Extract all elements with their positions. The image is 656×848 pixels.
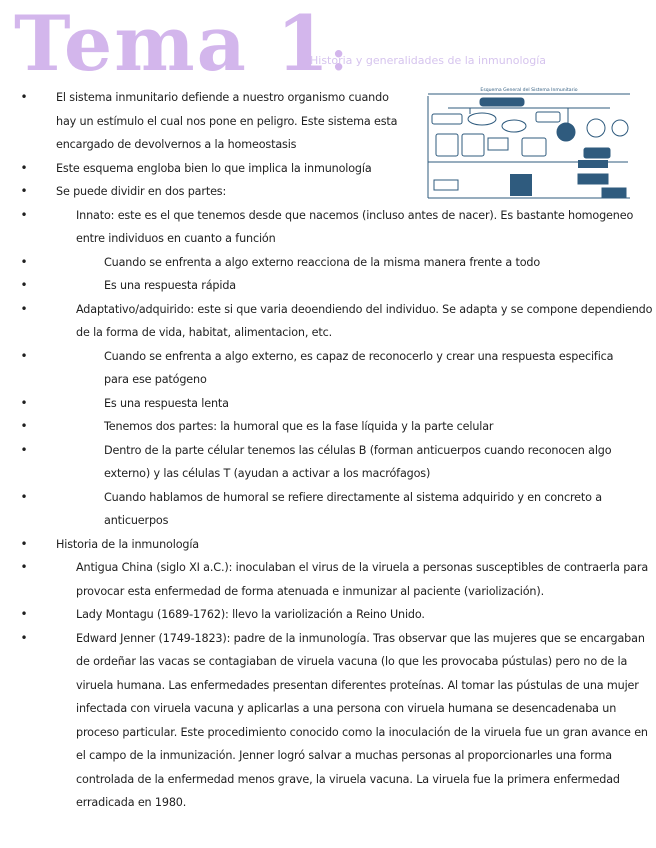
title-text: Tema 1 (14, 0, 332, 88)
bullet-icon: • (20, 442, 28, 457)
list-item (0, 486, 656, 533)
list-item-text: Es una respuesta lenta (104, 396, 229, 410)
bullet-icon: • (20, 278, 28, 292)
list-item-text: Historia de la inmunología (56, 537, 200, 551)
list-item (0, 204, 656, 251)
list-item (0, 392, 656, 416)
list-item (0, 86, 411, 157)
bullet-icon: • (20, 630, 28, 645)
diagram-title: Esquema General del Sistema Inmunitario (480, 88, 578, 93)
title-colon: : (331, 33, 348, 80)
bullet-icon: • (20, 536, 28, 551)
list-item-text: Cuando hablamos de humoral se refiere directamente al sistema adquirido y en concreto a anticuerpos (104, 490, 602, 527)
bullet-icon: • (20, 160, 28, 175)
list-item-text: El sistema inmunitario defiende a nuestro organismo cuando hay un estímulo el cual nos pone en peligro. Este sistema esta encargado de devolvernos a la homeostasis (56, 91, 398, 151)
page-title (14, 2, 348, 99)
bullet-icon: • (20, 489, 28, 504)
bullet-icon: • (20, 560, 28, 574)
bullet-icon: • (20, 395, 28, 410)
list-item (0, 603, 656, 627)
list-item-text: Innato: este es el que tenemos desde que nacemos (incluso antes de nacer). Es bastante homogeneo entre individuos en cuanto a función (76, 208, 634, 245)
bullet-icon: • (20, 419, 28, 433)
list-item (0, 556, 656, 603)
list-item (0, 533, 656, 557)
list-item (0, 157, 656, 181)
list-item-text: Es una respuesta rápida (104, 279, 236, 292)
list-item-text: Dentro de la parte célular tenemos las células B (forman anticuerpos cuando reconocen algo externo) y las células T (ayudan a activar a los macrófagos) (104, 443, 612, 480)
list-item-text: Cuando se enfrenta a algo externo reacciona de la misma manera frente a todo (104, 255, 541, 269)
list-item-text: Adaptativo/adquirido: este si que varia deoendiendo del individuo. Se adapta y se compone dependiendo de la forma de vida, habitat, alimentacion, etc. (76, 302, 653, 339)
list-item-text: Cuando se enfrenta a algo externo, es capaz de reconocerlo y crear una respuesta especifica para ese patógeno (104, 349, 614, 386)
bullet-icon: • (20, 90, 28, 104)
page-subtitle: Historia y generalidades de la inmunología (310, 54, 547, 67)
list-item (0, 274, 656, 298)
list-item-text: Antigua China (siglo XI a.C.): inoculaban el virus de la viruela a personas susceptibles de contraerla para provocar esta enfermedad de forma atenuada e inmunizar al paciente (variolización). (76, 561, 649, 598)
list-item (0, 415, 656, 439)
list-item-text: Edward Jenner (1749-1823): padre de la inmunología. Tras observar que las mujeres que se encargaban de ordeñar las vacas se contagiaban de viruela vacuna (lo que les provocaba pústulas) pero no de la viruela humana. Las enfermedades presentan diferentes proteínas. Al tomar las pústulas de una mujer infectada con viruela vacuna y aplicarlas a una persona con viruela humana se desencadenaba un proceso particular. Este procedimiento conocido como la inoculación de la viruela fue un gran avance en el campo de la inmunización. Jenner logró salvar a muchas personas al proporcionarles una forma controlada de la enfermedad menos grave, la viruela vacuna. La viruela fue la primera enfermedad erradicada en 1980. (76, 631, 648, 809)
list-item-text: Se puede dividir en dos partes: (56, 185, 227, 198)
bullet-icon: • (20, 184, 28, 198)
bullet-icon: • (20, 348, 28, 363)
bullet-icon: • (20, 607, 28, 621)
list-item (0, 345, 656, 392)
bullet-icon: • (20, 301, 28, 316)
page-header (14, 2, 654, 86)
bullet-icon: • (20, 254, 28, 269)
list-item (0, 251, 656, 275)
list-item-text: Lady Montagu (1689-1762): llevo la variolización a Reino Unido. (76, 608, 425, 621)
list-item (0, 298, 656, 345)
list-item (0, 180, 656, 204)
notes-list (0, 86, 656, 815)
list-item (0, 627, 656, 815)
list-item-text: Tenemos dos partes: la humoral que es la fase líquida y la parte celular (104, 420, 494, 433)
list-item-text: Este esquema engloba bien lo que implica la inmunología (56, 161, 372, 175)
list-item (0, 439, 656, 486)
bullet-icon: • (20, 207, 28, 222)
